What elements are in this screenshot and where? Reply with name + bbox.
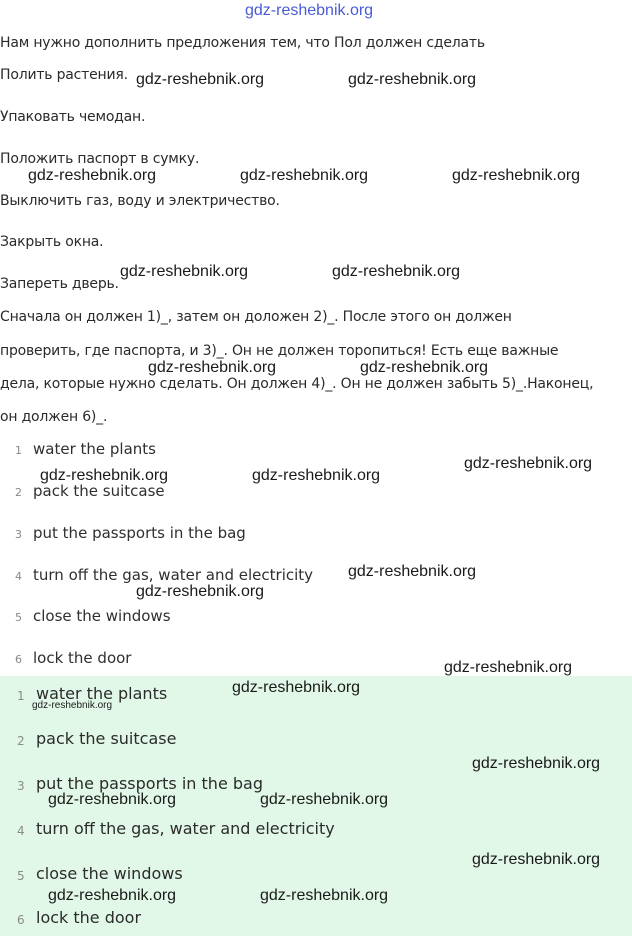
watermark: gdz-reshebnik.org xyxy=(48,887,177,904)
option-number: 4 xyxy=(15,570,22,583)
option-text: lock the door xyxy=(33,649,132,667)
option-text: close the windows xyxy=(33,607,171,625)
watermark: gdz-reshebnik.org xyxy=(252,467,381,484)
watermark: gdz-reshebnik.org xyxy=(48,791,177,808)
task-ru-1: Полить растения. xyxy=(0,67,128,83)
watermark: gdz-reshebnik.org xyxy=(40,467,169,484)
header-watermark: gdz-reshebnik.org xyxy=(245,2,374,19)
answer-number: 2 xyxy=(17,734,25,748)
watermark: gdz-reshebnik.org xyxy=(472,755,601,772)
watermark: gdz-reshebnik.org xyxy=(120,263,249,280)
task-ru-5: Закрыть окна. xyxy=(0,234,104,250)
task-ru-3: Положить паспорт в сумку. xyxy=(0,151,200,167)
answer-number: 6 xyxy=(17,913,25,927)
watermark: gdz-reshebnik.org xyxy=(348,71,477,88)
watermark: gdz-reshebnik.org xyxy=(360,359,489,376)
option-text: turn off the gas, water and electricity xyxy=(33,566,314,584)
instruction-text: Нам нужно дополнить предложения тем, что Пол должен сделать xyxy=(0,35,485,51)
watermark: gdz-reshebnik.org xyxy=(472,851,601,868)
watermark: gdz-reshebnik.org xyxy=(260,791,389,808)
answer-text: water the plants xyxy=(36,684,168,703)
watermark: gdz-reshebnik.org xyxy=(136,71,265,88)
option-number: 6 xyxy=(15,653,22,666)
watermark: gdz-reshebnik.org xyxy=(260,887,389,904)
answer-text: put the passports in the bag xyxy=(36,774,263,793)
task-ru-6: Запереть дверь. xyxy=(0,276,119,292)
watermark: gdz-reshebnik.org xyxy=(332,263,461,280)
task-ru-2: Упаковать чемодан. xyxy=(0,109,146,125)
answer-number: 1 xyxy=(17,689,25,703)
paragraph-line-4: он должен 6)_. xyxy=(0,409,108,425)
answer-text: close the windows xyxy=(36,864,183,883)
option-text: pack the suitcase xyxy=(33,482,165,500)
watermark: gdz-reshebnik.org xyxy=(348,563,477,580)
paragraph-line-2: проверить, где паспорта, и 3)_. Он не должен торопиться! Есть еще важные xyxy=(0,343,559,359)
watermark: gdz-reshebnik.org xyxy=(464,455,593,472)
task-ru-4: Выключить газ, воду и электричество. xyxy=(0,193,280,209)
watermark: gdz-reshebnik.org xyxy=(32,700,113,711)
paragraph-line-1: Сначала он должен 1)_, затем он доложен 2)_. После этого он должен xyxy=(0,309,512,325)
watermark: gdz-reshebnik.org xyxy=(452,167,581,184)
option-number: 3 xyxy=(15,528,22,541)
watermark: gdz-reshebnik.org xyxy=(240,167,369,184)
option-number: 1 xyxy=(15,444,22,457)
option-number: 5 xyxy=(15,611,22,624)
watermark: gdz-reshebnik.org xyxy=(232,679,361,696)
answer-text: turn off the gas, water and electricity xyxy=(36,819,335,838)
option-text: water the plants xyxy=(33,440,156,458)
answer-text: lock the door xyxy=(36,908,142,927)
paragraph-line-3: дела, которые нужно сделать. Он должен 4)_. Он не должен забыть 5)_.Наконец, xyxy=(0,376,594,392)
watermark: gdz-reshebnik.org xyxy=(444,659,573,676)
answer-number: 5 xyxy=(17,869,25,883)
watermark: gdz-reshebnik.org xyxy=(136,583,265,600)
option-text: put the passports in the bag xyxy=(33,524,246,542)
option-number: 2 xyxy=(15,486,22,499)
answer-number: 4 xyxy=(17,824,25,838)
watermark: gdz-reshebnik.org xyxy=(28,167,157,184)
answer-number: 3 xyxy=(17,779,25,793)
answer-text: pack the suitcase xyxy=(36,729,177,748)
watermark: gdz-reshebnik.org xyxy=(148,359,277,376)
